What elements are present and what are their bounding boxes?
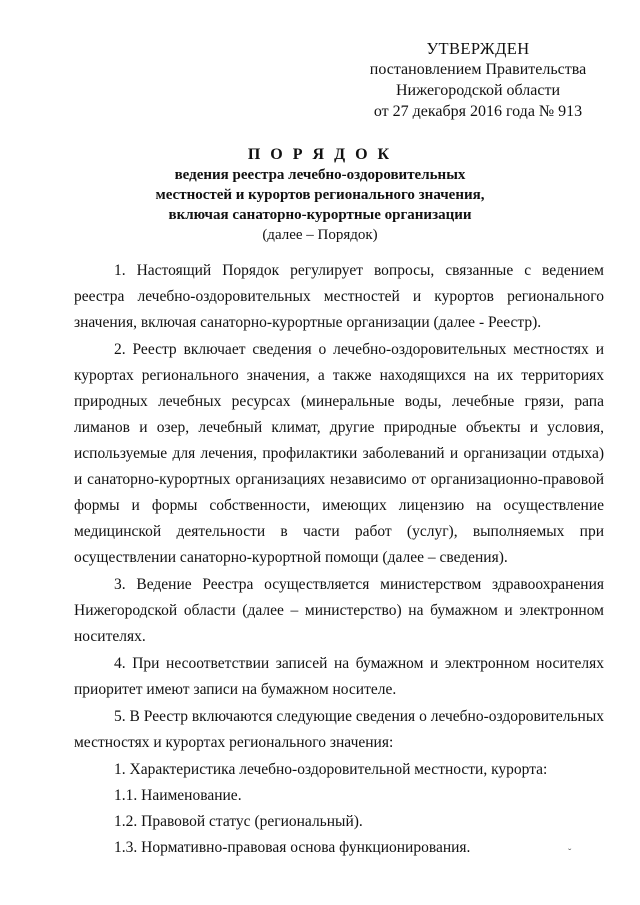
subtitle-line-1: ведения реестра лечебно-оздоровительных <box>174 167 466 183</box>
subtitle-line-2: местностей и курортов регионального значения, <box>155 187 485 203</box>
document-body <box>74 258 604 861</box>
approval-title: УТВЕРЖДЕН <box>426 39 530 58</box>
document-title: П О Р Я Д О К <box>247 146 393 163</box>
paragraph-4: 4. При несоответствии записей на бумажном и электронном носителях приоритет имеют записи на бумажном носителе. <box>74 655 604 698</box>
subtitle-abbrev: (далее – Порядок) <box>262 227 378 243</box>
subtitle-line-3: включая санаторно-курортные организации <box>168 207 472 223</box>
paragraph-3: 3. Ведение Реестра осуществляется министерством здравоохранения Нижегородской области (далее – министерство) на бумажном и электронном носителях. <box>74 576 604 645</box>
document-heading <box>60 145 580 245</box>
list-item-1-3: 1.3. Нормативно-правовая основа функционирования. <box>114 839 471 856</box>
approval-line-3: от 27 декабря 2016 года № 913 <box>373 103 583 120</box>
approval-line-1: постановлением Правительства <box>369 61 587 78</box>
scan-mark: ˇ <box>568 848 572 859</box>
paragraph-1: 1. Настоящий Порядок регулирует вопросы, связанные с ведением реестра лечебно-оздоровительных местностей и курортов регионального значения, включая санаторно-курортные организации (далее - Реестр). <box>74 262 604 331</box>
paragraph-2: 2. Реестр включает сведения о лечебно-оздоровительных местностях и курортах регионального значения, а также находящихся на их территориях природных лечебных ресурсах (минеральные воды, лечебные грязи, рапа лиманов и озер, лечебный климат, другие природные объекты и условия, используемые для лечения, профилактики заболеваний и организации отдыха) и санаторно-курортных организациях независимо от организационно-правовой формы и формы собственности, имеющих лицензию на осуществление медицинской деятельности в части работ (услуг), выполняемых при осуществлении санаторно-курортной помощи (далее – сведения). <box>74 341 604 566</box>
approval-stamp <box>358 38 598 122</box>
list-item-1-1: 1.1. Наименование. <box>114 787 242 804</box>
approval-line-2: Нижегородской области <box>395 82 560 99</box>
list-item-1-2: 1.2. Правовой статус (региональный). <box>114 813 363 830</box>
list-item-1: 1. Характеристика лечебно-оздоровительной местности, курорта: <box>114 761 548 778</box>
paragraph-5: 5. В Реестр включаются следующие сведения о лечебно-оздоровительных местностях и курортах регионального значения: <box>74 708 604 751</box>
